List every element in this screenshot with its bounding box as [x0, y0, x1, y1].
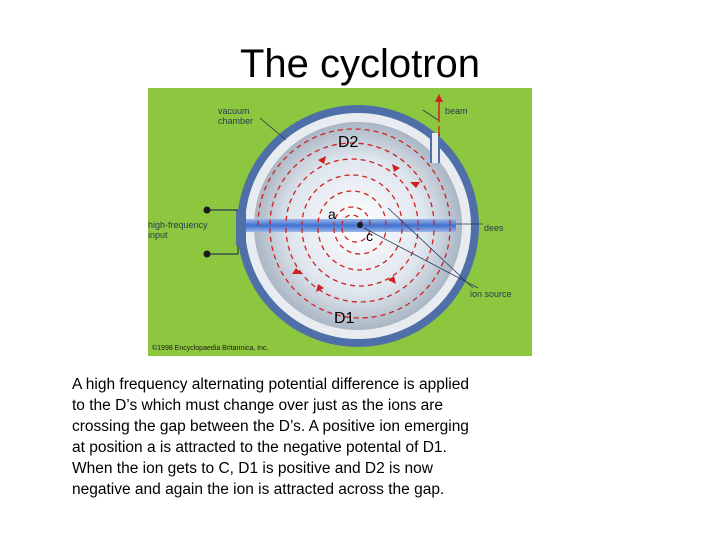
caption-line: crossing the gap between the D’s. A positive ion emerging [72, 418, 469, 435]
point-c-label: c [366, 228, 373, 244]
dees-label: dees [484, 223, 504, 233]
dee-d2-label: D2 [338, 134, 359, 151]
caption-line: to the D’s which must change over just as the ions are [72, 397, 444, 414]
caption-text [72, 374, 552, 500]
dee-d1-label: D1 [334, 310, 355, 327]
slide-title: The cyclotron [239, 42, 481, 86]
high-frequency-input-label: high-frequency input [148, 220, 208, 240]
caption-line: negative and again the ion is attracted across the gap. [72, 481, 445, 498]
beam-label: beam [445, 106, 468, 116]
hf-input-connector [236, 210, 246, 246]
caption-line: A high frequency alternating potential difference is applied [72, 376, 469, 393]
dee-gap [240, 219, 456, 232]
copyright-notice: ©1998 Encyclopaedia Britannica, Inc. [152, 345, 269, 352]
ion-source-point [357, 222, 363, 228]
vacuum-chamber-label: vacuum chamber [218, 106, 254, 126]
point-a-label: a [328, 206, 336, 222]
ion-source-label: ion source [470, 289, 512, 299]
caption-line: at position a is attracted to the negative potental of D1. [72, 439, 447, 456]
cyclotron-diagram [148, 88, 532, 356]
caption-line: When the ion gets to C, D1 is positive and D2 is now [72, 460, 433, 477]
